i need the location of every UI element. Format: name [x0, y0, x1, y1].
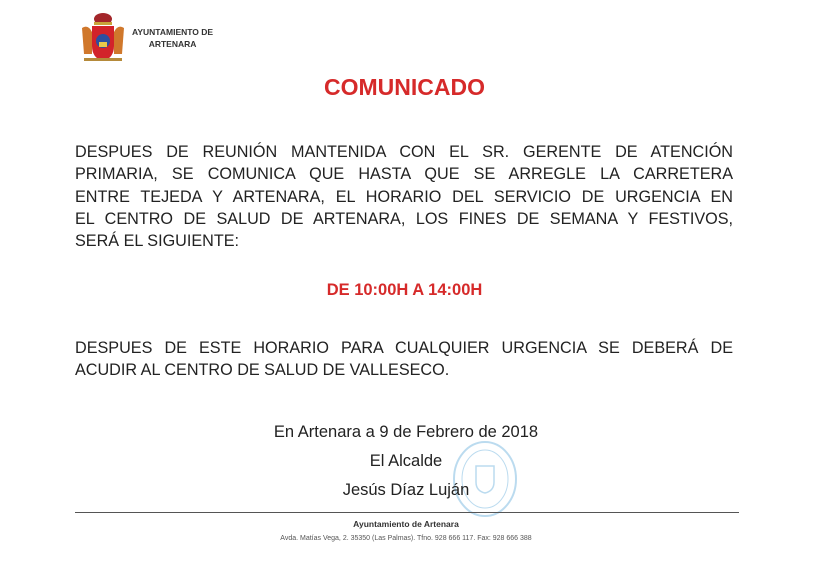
signature-role: El Alcalde	[369, 452, 443, 470]
coat-of-arms-logo	[78, 12, 128, 64]
signature-name: Jesús Díaz Luján	[342, 481, 470, 499]
paragraph-line: ENTRE TEJEDA Y ARTENARA, EL HORARIO DEL SERVICIO DE URGENCIA EN	[75, 187, 733, 206]
paragraph-line: PRIMARIA, SE COMUNICA QUE HASTA QUE SE ARREGLE LA CARRETERA	[75, 165, 733, 184]
organization-name	[132, 26, 213, 50]
org-line-2: ARTENARA	[148, 39, 197, 49]
signature-date: En Artenara a 9 de Febrero de 2018	[273, 423, 539, 441]
footer-organization: Ayuntamiento de Artenara	[353, 519, 459, 529]
paragraph-line: DESPUES DE ESTE HORARIO PARA CUALQUIER URGENCIA SE DEBERÁ DE	[75, 339, 733, 357]
paragraph-line: EL CENTRO DE SALUD DE ARTENARA, LOS FINES DE SEMANA Y FESTIVOS,	[75, 209, 733, 228]
paragraph-line: ACUDIR AL CENTRO DE SALUD DE VALLESECO.	[75, 361, 450, 380]
paragraph-2	[75, 337, 733, 382]
footer-address: Avda. Matías Vega, 2. 35350 (Las Palmas). Tfno. 928 666 117. Fax: 928 666 388	[280, 535, 532, 542]
document-title: COMUNICADO	[324, 74, 485, 100]
footer-divider	[75, 512, 739, 513]
schedule-hours: DE 10:00H A 14:00H	[326, 281, 483, 299]
paragraph-line: DESPUES DE REUNIÓN MANTENIDA CON EL SR. GERENTE DE ATENCIÓN	[75, 143, 733, 161]
org-line-1: AYUNTAMIENTO DE	[132, 27, 214, 37]
paragraph-line: SERÁ EL SIGUIENTE:	[75, 232, 240, 251]
paragraph-1	[75, 141, 733, 252]
